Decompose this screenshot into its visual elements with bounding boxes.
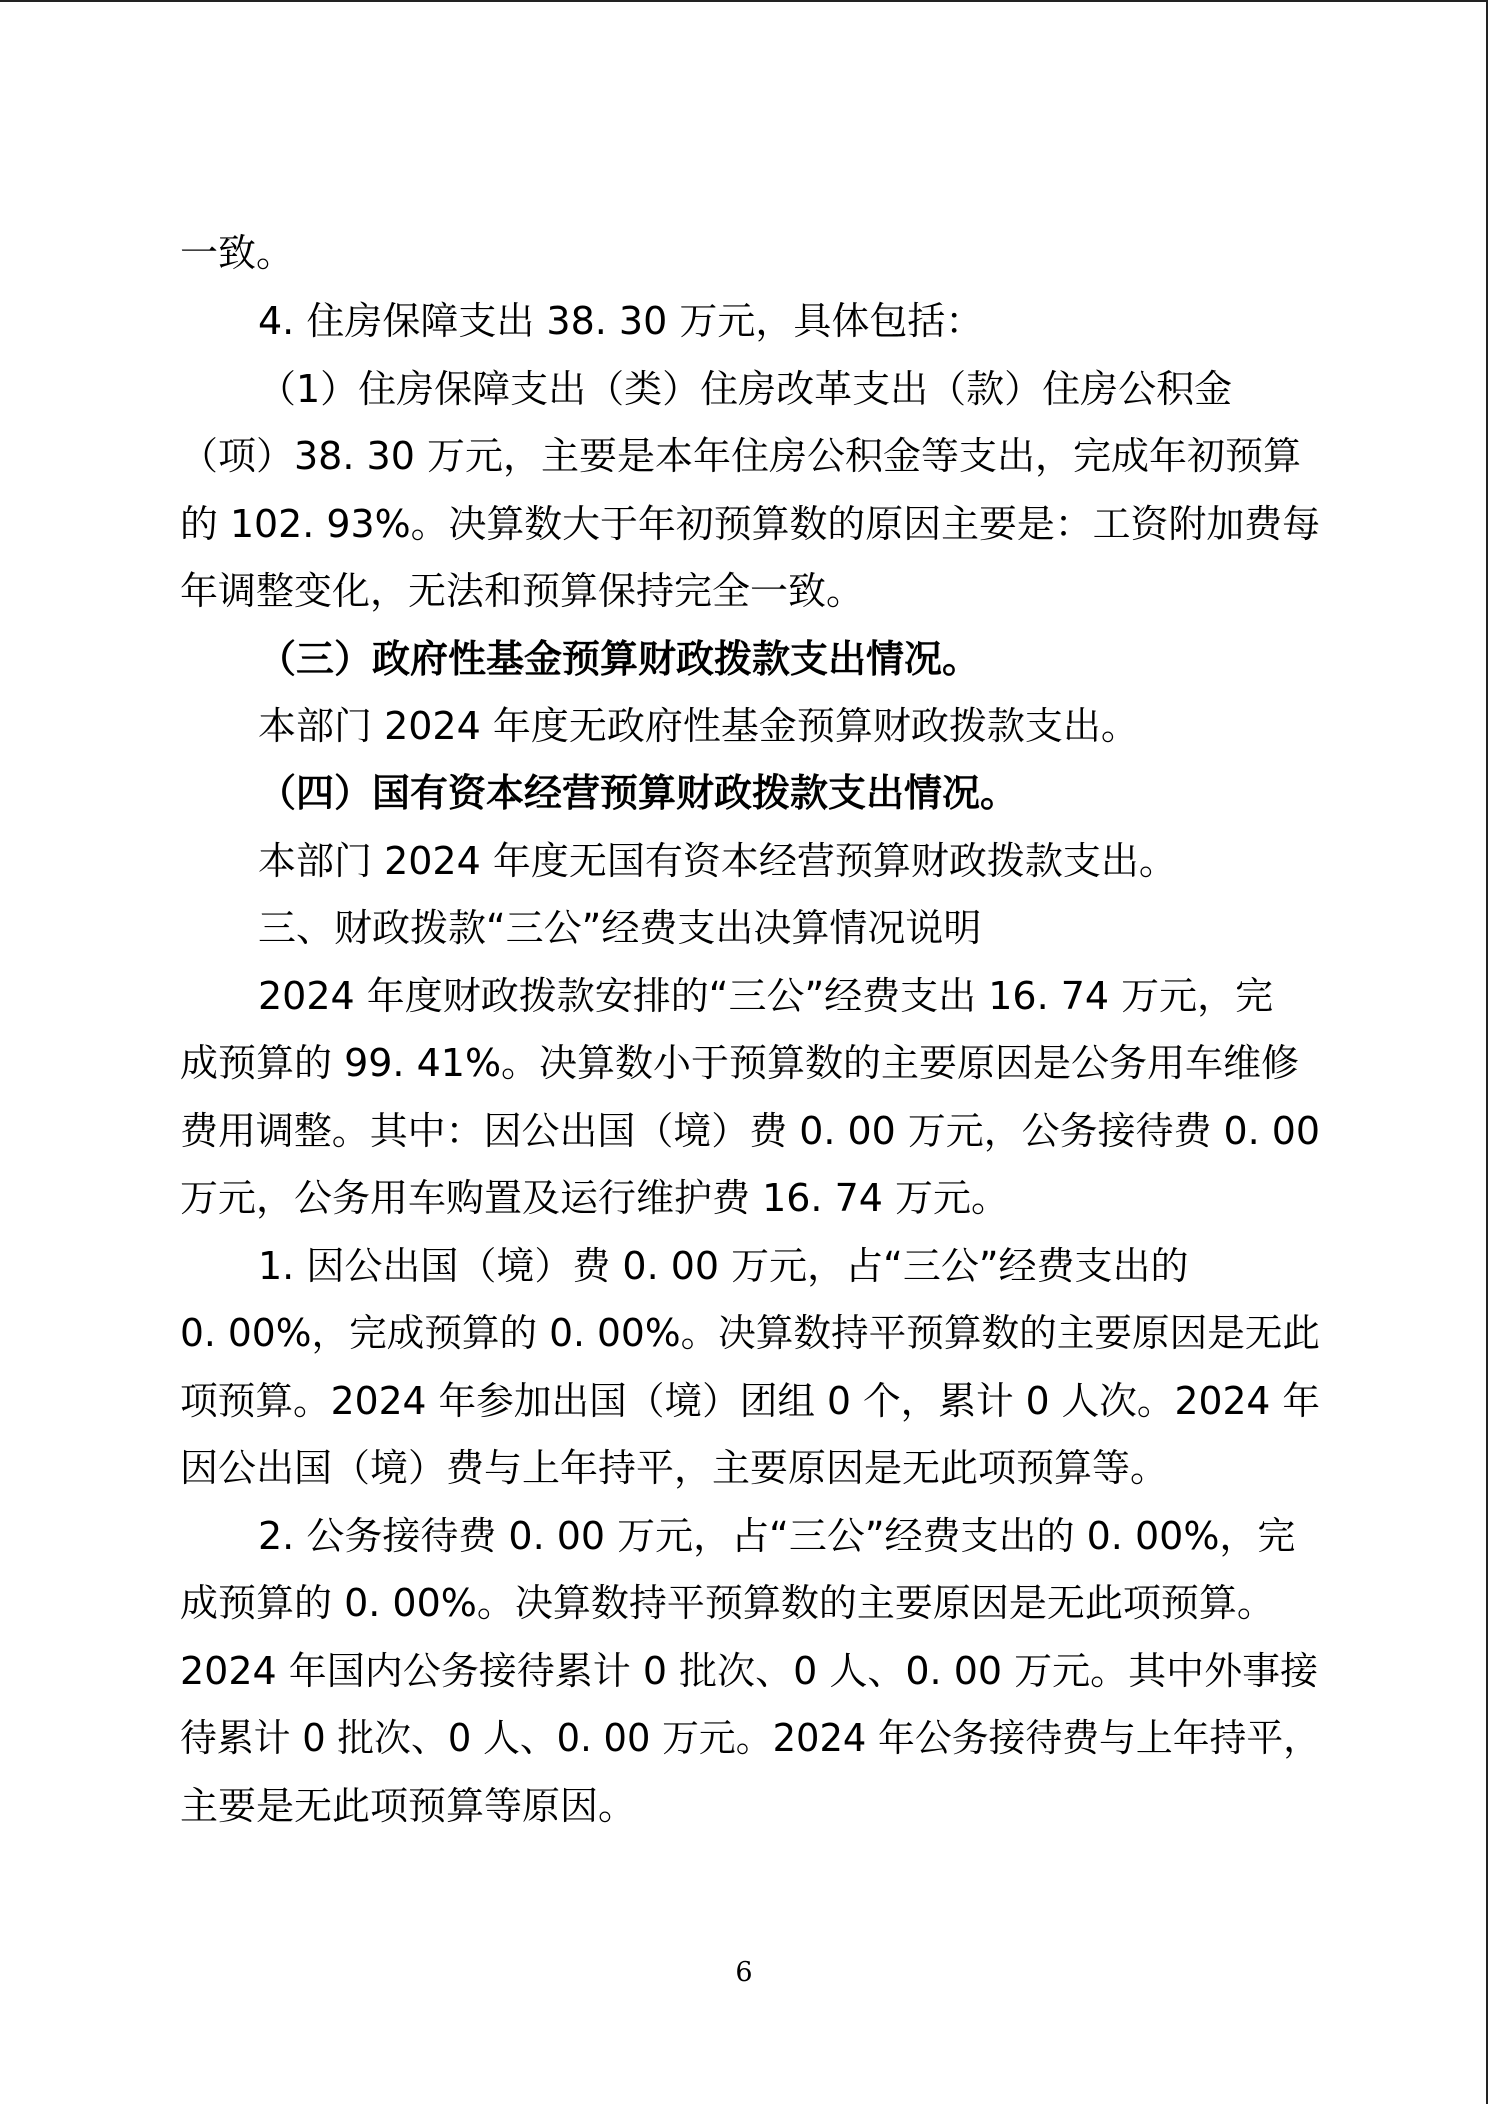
body-line-16 bbox=[0, 1241, 1488, 1291]
body-line-3 bbox=[0, 364, 1488, 414]
heading-text: （三）政府性基金预算财政拨款支出情况。 bbox=[258, 637, 981, 681]
line-text: 2. 公务接待费 0. 00 万元，占“三公”经费支出的 0. 00%，完 bbox=[258, 1514, 1296, 1558]
body-line-12 bbox=[0, 971, 1488, 1021]
line-text: 万元，公务用车购置及运行维护费 16. 74 万元。 bbox=[180, 1176, 1010, 1220]
line-text: 4. 住房保障支出 38. 30 万元，具体包括： bbox=[258, 299, 984, 343]
line-text: 2024 年国内公务接待累计 0 批次、0 人、0. 00 万元。其中外事接 bbox=[180, 1649, 1319, 1693]
line-text: 1. 因公出国（境）费 0. 00 万元，占“三公”经费支出的 bbox=[258, 1244, 1189, 1288]
line-text: 项预算。2024 年参加出国（境）团组 0 个，累计 0 人次。2024 年 bbox=[180, 1379, 1321, 1423]
body-line-1 bbox=[0, 228, 1488, 278]
body-line-14 bbox=[0, 1106, 1488, 1156]
body-line-20 bbox=[0, 1511, 1488, 1561]
line-text: （项）38. 30 万元，主要是本年住房公积金等支出，完成年初预算 bbox=[180, 434, 1301, 478]
body-line-19 bbox=[0, 1443, 1488, 1493]
body-line-13 bbox=[0, 1038, 1488, 1088]
line-text: 因公出国（境）费与上年持平，主要原因是无此项预算等。 bbox=[180, 1446, 1169, 1490]
line-text: 待累计 0 批次、0 人、0. 00 万元。2024 年公务接待费与上年持平， bbox=[180, 1716, 1321, 1760]
line-text: 本部门 2024 年度无国有资本经营预算财政拨款支出。 bbox=[258, 839, 1177, 883]
body-line-24 bbox=[0, 1781, 1488, 1831]
body-line-21 bbox=[0, 1578, 1488, 1628]
line-text: 2024 年度财政拨款安排的“三公”经费支出 16. 74 万元，完 bbox=[258, 974, 1274, 1018]
line-text: 0. 00%，完成预算的 0. 00%。决算数持平预算数的主要原因是无此 bbox=[180, 1311, 1321, 1355]
body-line-5 bbox=[0, 499, 1488, 549]
body-line-10 bbox=[0, 836, 1488, 886]
line-text: 本部门 2024 年度无政府性基金预算财政拨款支出。 bbox=[258, 704, 1139, 748]
body-line-2 bbox=[0, 296, 1488, 346]
line-text: 年调整变化，无法和预算保持完全一致。 bbox=[180, 569, 865, 613]
line-text: （1）住房保障支出（类）住房改革支出（款）住房公积金 bbox=[258, 367, 1233, 411]
section-heading-three-public bbox=[0, 903, 1488, 953]
body-line-8 bbox=[0, 701, 1488, 751]
body-line-17 bbox=[0, 1308, 1488, 1358]
heading-text: 三、财政拨款“三公”经费支出决算情况说明 bbox=[258, 906, 982, 950]
heading-text: （四）国有资本经营预算财政拨款支出情况。 bbox=[258, 771, 1019, 815]
line-text: 主要是无此项预算等原因。 bbox=[180, 1784, 637, 1828]
line-text: 成预算的 99. 41%。决算数小于预算数的主要原因是公务用车维修 bbox=[180, 1041, 1300, 1085]
line-text: 费用调整。其中：因公出国（境）费 0. 00 万元，公务接待费 0. 00 bbox=[180, 1109, 1321, 1153]
body-line-23 bbox=[0, 1713, 1488, 1763]
body-line-4 bbox=[0, 431, 1488, 481]
body-line-18 bbox=[0, 1376, 1488, 1426]
section-heading-3 bbox=[0, 634, 1488, 684]
line-text: 的 102. 93%。决算数大于年初预算数的原因主要是：工资附加费每 bbox=[180, 502, 1321, 546]
body-line-22 bbox=[0, 1646, 1488, 1696]
section-heading-4 bbox=[0, 768, 1488, 818]
line-text: 一致。 bbox=[180, 231, 295, 275]
body-line-6 bbox=[0, 566, 1488, 616]
line-text: 成预算的 0. 00%。决算数持平预算数的主要原因是无此项预算。 bbox=[180, 1581, 1275, 1625]
page-top-edge bbox=[0, 0, 1488, 2]
body-line-15 bbox=[0, 1173, 1488, 1223]
page-number: 6 bbox=[735, 1957, 753, 1988]
